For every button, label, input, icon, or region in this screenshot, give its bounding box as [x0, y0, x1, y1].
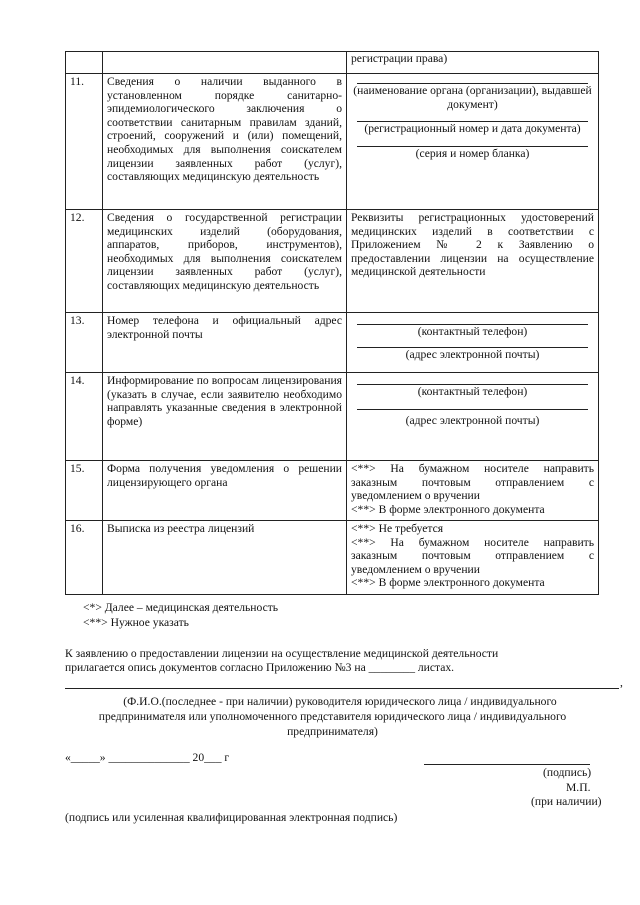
field-caption: (серия и номер бланка) — [415, 146, 530, 160]
table-row — [66, 313, 599, 373]
row-value — [347, 461, 599, 521]
field-caption: (адрес электронной почты) — [405, 413, 540, 427]
electronic-signature-caption: (подпись или усиленная квалифицированная электронная подпись) — [65, 811, 398, 824]
row-description: Сведения о наличии выданного в установленном порядке санитарно-эпидемиологического заключения о соответствии санитарным правилам зданий, строений, сооружений и (или) помещений, необходимых для выполнения соискателем лицензии заявленных работ (услуг), составляющих медицинскую деятельность — [103, 74, 347, 210]
row-number: 16. — [66, 521, 103, 595]
signature-line[interactable] — [424, 764, 590, 765]
stamp-place: М.П. — [566, 781, 591, 794]
registration-caption: регистрации права) — [351, 52, 448, 65]
option-not-required[interactable]: <**> Не требуется — [351, 522, 444, 535]
row-value — [347, 521, 599, 595]
field-caption: (контактный телефон) — [417, 325, 528, 338]
signature-caption: (подпись) — [543, 766, 592, 779]
row-number — [66, 52, 103, 74]
table-row — [66, 521, 599, 595]
attachment-line: К заявлению о предоставлении лицензии на осуществление медицинской деятельности — [65, 647, 499, 660]
table-row — [66, 52, 599, 74]
row-description: Выписка из реестра лицензий — [103, 521, 347, 595]
footnote: <**> Нужное указать — [83, 616, 189, 629]
application-table — [65, 51, 599, 595]
row-value — [347, 313, 599, 373]
row-number: 12. — [66, 210, 103, 313]
blank-line[interactable] — [357, 399, 588, 410]
row-description: Сведения о государственной регистрации медицинских изделий (оборудования, аппаратов, приборов, инструментов), необходимых для выполнения соискателем лицензии заявленных работ (услуг), составляющих медицинскую деятельность — [103, 210, 347, 313]
option-paper[interactable]: <**> На бумажном носителе направить заказным почтовым отправлением с уведомлением о вручении — [351, 462, 594, 503]
row-value — [347, 52, 599, 74]
row-value — [347, 373, 599, 461]
row-number: 11. — [66, 74, 103, 210]
table-row — [66, 373, 599, 461]
field-caption: (адрес электронной почты) — [405, 347, 540, 361]
blank-line[interactable] — [357, 136, 588, 147]
name-signature-line[interactable] — [65, 688, 619, 689]
blank-line[interactable] — [357, 75, 588, 84]
row-value: Реквизиты регистрационных удостоверений медицинских изделий в соответствии с Приложением № 2 к Заявлению о предоставлении лицензии на осуществление медицинской деятельности — [347, 210, 599, 313]
attachment-line: прилагается опись документов согласно Приложению №3 на ________ листах. — [65, 661, 455, 674]
comma: , — [620, 676, 623, 689]
footnote: <*> Далее – медицинская деятельность — [83, 601, 279, 614]
option-electronic[interactable]: <**> В форме электронного документа — [351, 576, 545, 590]
table-row — [66, 210, 599, 313]
row-number: 14. — [66, 373, 103, 461]
row-number: 13. — [66, 313, 103, 373]
row-description — [103, 52, 347, 74]
row-description: Информирование по вопросам лицензирования (указать в случае, если заявителю необходимо направлять указанные сведения в электронной форме) — [103, 373, 347, 461]
row-number: 15. — [66, 461, 103, 521]
name-caption: предпринимателя) — [287, 725, 378, 738]
date-field[interactable]: «_____» ______________ 20___ г — [65, 751, 230, 764]
name-caption: (Ф.И.О.(последнее - при наличии) руководителя юридического лица / индивидуального — [123, 695, 557, 708]
row-value — [347, 74, 599, 210]
field-caption: (контактный телефон) — [417, 385, 528, 398]
row-description: Номер телефона и официальный адрес электронной почты — [103, 313, 347, 373]
option-electronic[interactable]: <**> В форме электронного документа — [351, 502, 545, 516]
stamp-note: (при наличии) — [531, 795, 602, 808]
option-paper[interactable]: <**> На бумажном носителе направить заказным почтовым отправлением с уведомлением о вручении — [351, 535, 594, 576]
blank-line[interactable] — [357, 339, 588, 348]
blank-line[interactable] — [357, 374, 588, 385]
row-description: Форма получения уведомления о решении лицензирующего органа — [103, 461, 347, 521]
field-caption: (наименование органа (организации), выдавшей документ) — [353, 84, 592, 111]
blank-line[interactable] — [357, 314, 588, 325]
table-row — [66, 461, 599, 521]
field-caption: (регистрационный номер и дата документа) — [364, 122, 581, 136]
table-row — [66, 74, 599, 210]
name-caption: предпринимателя или уполномоченного представителя юридического лица / индивидуального — [98, 710, 567, 723]
blank-line[interactable] — [357, 111, 588, 122]
